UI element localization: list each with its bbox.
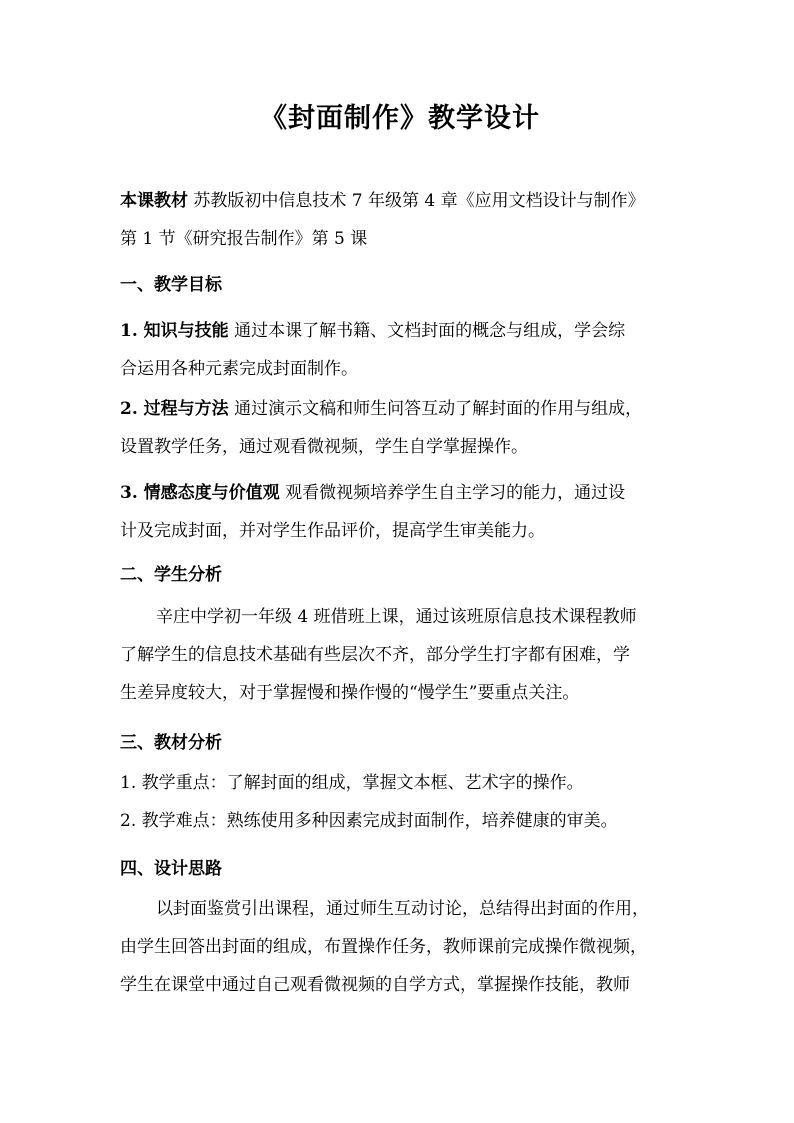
textbook-text-line1: 苏教版初中信息技术 7 年级第 4 章《应用文档设计与制作》 bbox=[193, 191, 645, 211]
section-heading-student-analysis: 二、学生分析 bbox=[120, 565, 222, 585]
material-difficulty: 2. 教学难点：熟练使用多种因素完成封面制作，培养健康的审美。 bbox=[120, 811, 618, 831]
objective-label-knowledge: 1. 知识与技能 bbox=[120, 321, 229, 341]
student-analysis-paragraph: 辛庄中学初一年级 4 班借班上课，通过该班原信息技术课程教师 了解学生的信息技术基础有些层次不齐，部分学生打字都有困难，学 生差异度较大，对于掌握慢和操作慢的“慢学生”要重点关注。 bbox=[120, 607, 637, 703]
material-key-point: 1. 教学重点：了解封面的组成，掌握文本框、艺术字的操作。 bbox=[120, 773, 584, 793]
objective-item-attitude: 3. 情感态度与价值观 观看微视频培养学生自主学习的能力，通过设 计及完成封面，并对学生作品评价，提高学生审美能力。 bbox=[120, 483, 626, 541]
objective-label-attitude: 3. 情感态度与价值观 bbox=[120, 483, 280, 503]
section-heading-design-idea: 四、设计思路 bbox=[120, 859, 222, 879]
design-idea-paragraph: 以封面鉴赏引出课程，通过师生互动讨论，总结得出封面的作用， 由学生回答出封面的组成，布置操作任务，教师课前完成操作微视频， 学生在课堂中通过自己观看微视频的自学方式，掌握操作技能，教师 bbox=[120, 899, 649, 995]
material-analysis-list bbox=[120, 764, 680, 840]
textbook-text-line2: 第 1 节《研究报告制作》第 5 课 bbox=[120, 229, 368, 249]
objective-label-process: 2. 过程与方法 bbox=[120, 399, 229, 419]
textbook-label: 本课教材 bbox=[120, 191, 188, 211]
document-page bbox=[120, 0, 680, 1123]
textbook-paragraph bbox=[120, 182, 680, 258]
objective-item-knowledge: 1. 知识与技能 通过本课了解书籍、文档封面的概念与组成，学会综 合运用各种元素完成封面制作。 bbox=[120, 321, 626, 379]
section-heading-material-analysis: 三、教材分析 bbox=[120, 733, 222, 753]
section-heading-objectives: 一、教学目标 bbox=[120, 275, 222, 295]
document-title: 《封面制作》教学设计 bbox=[260, 103, 540, 134]
objective-item-process: 2. 过程与方法 通过演示文稿和师生问答互动了解封面的作用与组成， 设置教学任务，通过观看微视频，学生自学掌握操作。 bbox=[120, 399, 643, 457]
